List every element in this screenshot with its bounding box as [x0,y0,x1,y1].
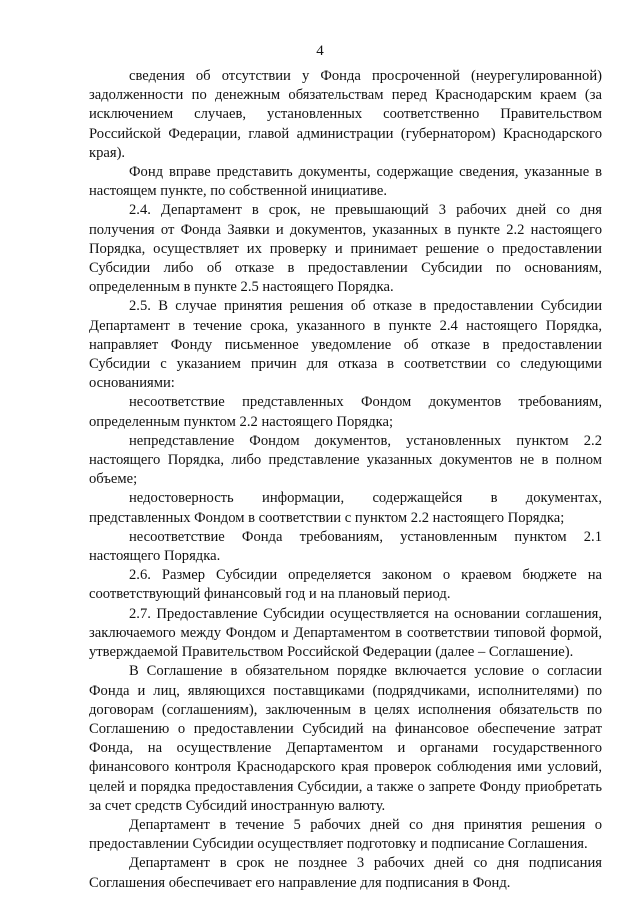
paragraph-agreement-preparation: Департамент в течение 5 рабочих дней со дня принятия решения о предоставлении Субсидии осуществляет подготовку и подписание Соглашения. [89,816,602,853]
paragraph-ground-nonconformity: несоответствие представленных Фондом документов требованиям, определенным пунктом 2.2 настоящего Порядка; [89,394,602,430]
page-number: 4 [316,43,324,59]
paragraph-2-4: 2.4. Департамент в срок, не превышающий 3 рабочих дней со дня получения от Фонда Заявки и документов, указанных в пункте 2.2 настоящего Порядка, осуществляет их проверку и принимает решение о предоставлении Субсидии либо об отказе в предоставлении Субсидии по основаниям, определенным в пункте 2.5 настоящего Порядка. [89,202,602,296]
paragraph-agreement-sending: Департамент в срок не позднее 3 рабочих дней со дня подписания Соглашения обеспечивает его направление для подписания в Фонд. [89,855,602,891]
paragraph-2-6: 2.6. Размер Субсидии определяется законом о краевом бюджете на соответствующий финансовый год и на плановый период. [89,567,602,603]
paragraph-agreement-conditions: В Соглашение в обязательном порядке включается условие о согласии Фонда и лиц, являющихся поставщиками (подрядчиками, исполнителями) по договорам (соглашениям), заключенным в целях исполнения обязательств по Соглашению о предоставлении Субсидий на финансовое обеспечение затрат Фонда, на осуществление Департаментом и органами государственного финансового контроля Краснодарского края проверок соблюдения ими условий, целей и порядка предоставления Субсидии, а также о запрете Фонду приобретать за счет средств Субсидий иностранную валюту. [89,663,602,814]
paragraph-own-initiative: Фонд вправе представить документы, содержащие сведения, указанные в настоящем пункте, по собственной инициативе. [89,164,602,200]
paragraph-arrears-info: сведения об отсутствии у Фонда просроченной (неурегулированной) задолженности по денежным обязательствам перед Краснодарским краем (за исключением случаев, установленных соответственно Правительством Российской Федерации, главой администрации (губернатором) Краснодарского края). [89,68,602,161]
document-body [89,67,602,893]
paragraph-ground-nonsubmission: непредставление Фондом документов, установленных пунктом 2.2 настоящего Порядка, либо представление указанных документов не в полном объеме; [89,432,602,488]
paragraph-2-7: 2.7. Предоставление Субсидии осуществляется на основании соглашения, заключаемого между Фондом и Департаментом в соответствии типовой формой, утверждаемой Правительством Российской Федерации (далее – Соглашение). [89,605,602,661]
paragraph-2-5: 2.5. В случае принятия решения об отказе в предоставлении Субсидии Департамент в течение срока, указанного в пункте 2.4 настоящего Порядка, направляет Фонду письменное уведомление об отказе в предоставлении Субсидии с указанием причин для отказа в соответствии со следующими основаниями: [89,298,602,392]
paragraph-ground-unreliability: недостоверность информации, содержащейся в документах, представленных Фондом в соответствии с пунктом 2.2 настоящего Порядка; [89,490,602,526]
paragraph-ground-requirements: несоответствие Фонда требованиям, установленным пунктом 2.1 настоящего Порядка. [89,528,602,565]
